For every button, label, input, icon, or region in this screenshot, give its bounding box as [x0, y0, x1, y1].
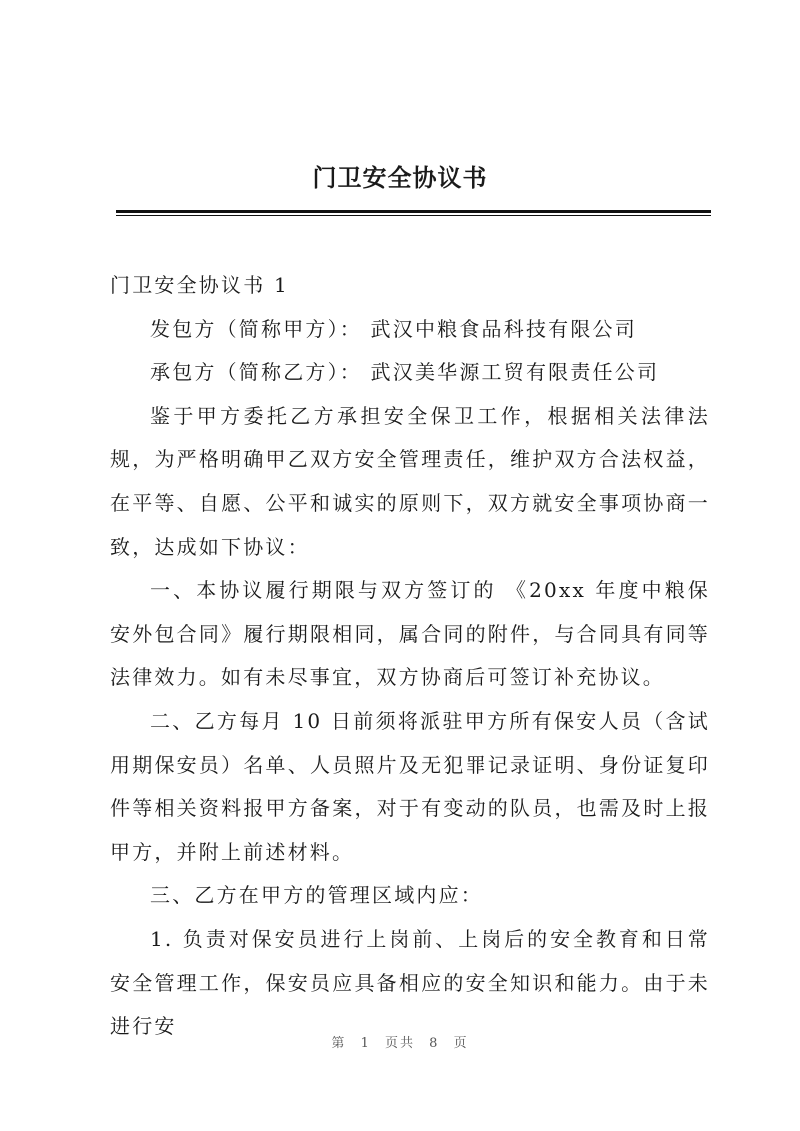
footer-total-pages: 8	[429, 1036, 440, 1051]
clause-3-item-1: 1. 负责对保安员进行上岗前、上岗后的安全教育和日常安全管理工作，保安员应具备相应的安全知识和能力。由于未进行安	[110, 926, 710, 1039]
footer-prefix: 第	[331, 1036, 347, 1051]
clause-1-paragraph: 一、本协议履行期限与双方签订的 《20xx 年度中粮保安外包合同》履行期限相同，属合同的附件，与合同具有同等法律效力。如有未尽事宜，双方协商后可签订补充协议。	[110, 578, 710, 690]
preamble-paragraph: 鉴于甲方委托乙方承担安全保卫工作，根据相关法律法规，为严格明确甲乙双方安全管理责任，维护双方合法权益，在平等、自愿、公平和诚实的原则下，双方就安全事项协商一致，达成如下协议：	[110, 403, 710, 559]
document-title: 门卫安全协议书	[312, 163, 488, 192]
page-footer	[0, 1032, 800, 1051]
footer-suffix: 页	[453, 1036, 469, 1051]
footer-middle: 页共	[384, 1036, 415, 1051]
footer-page-number: 1	[360, 1036, 371, 1051]
clause-3-heading: 三、乙方在甲方的管理区域内应：	[150, 883, 483, 908]
party-b-line: 承包方（简称乙方）： 武汉美华源工贸有限责任公司	[150, 360, 660, 385]
clause-2-paragraph: 二、乙方每月 10 日前须将派驻甲方所有保安人员（含试用期保安员）名单、人员照片及无犯罪记录证明、身份证复印件等相关资料报甲方备案，对于有变动的队员，也需及时上报甲方，并附上前述材料。	[110, 708, 710, 864]
section-heading: 门卫安全协议书 1	[110, 273, 289, 297]
party-a-line: 发包方（简称甲方）： 武汉中粮食品科技有限公司	[150, 316, 637, 341]
title-divider	[116, 210, 711, 213]
document-body	[110, 264, 710, 1049]
